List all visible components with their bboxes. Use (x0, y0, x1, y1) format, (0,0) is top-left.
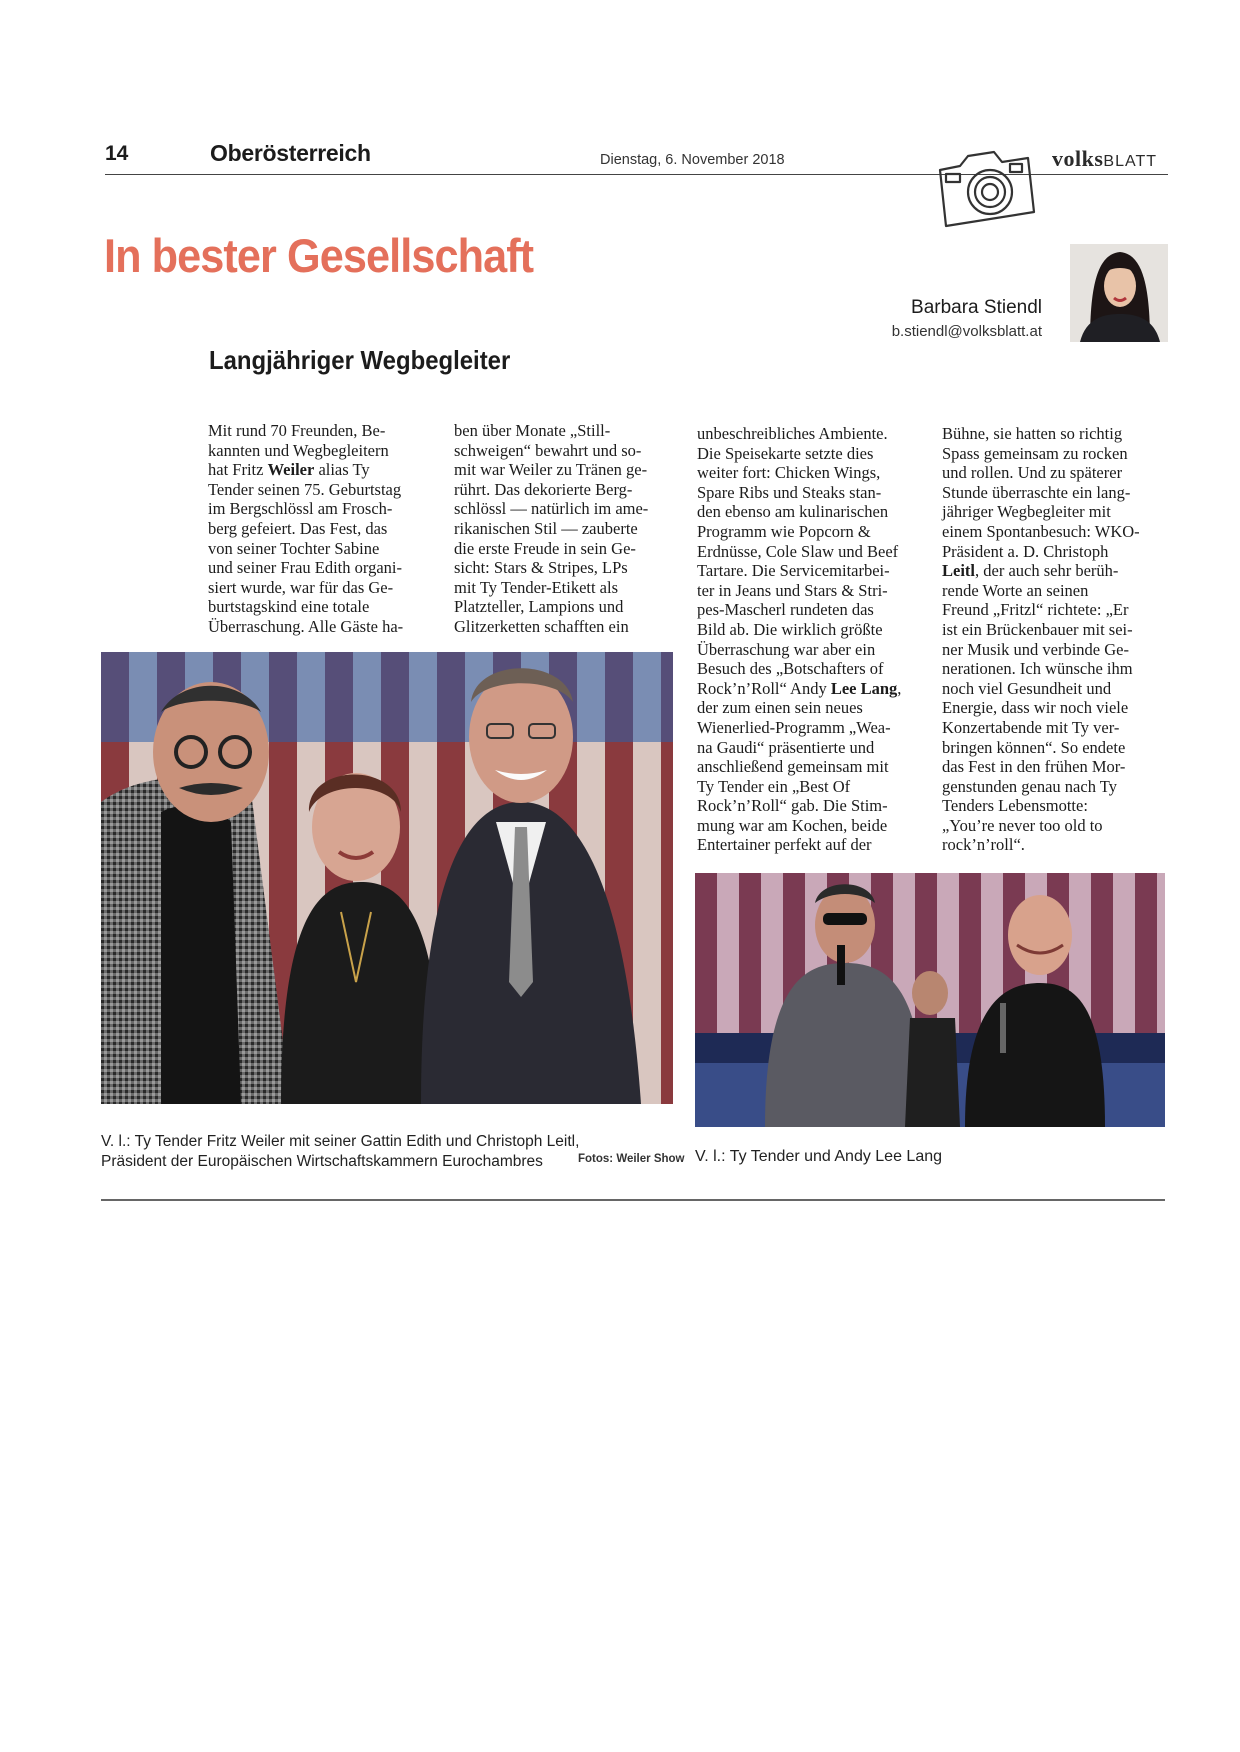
text-line: einem Spontanbesuch: WKO- (942, 521, 1140, 541)
text-line: den ebenso am kulinarischen (697, 502, 889, 522)
text-line: genstunden genau nach Ty (942, 776, 1117, 796)
photo-caption-stage: V. l.: Ty Tender und Andy Lee Lang (695, 1148, 943, 1165)
text-line: unbeschreibliches Ambiente. (697, 424, 888, 443)
text-line: Besuch des „Botschafters of (697, 659, 884, 679)
text-line: mit Ty Tender-Etikett als (454, 577, 619, 597)
text-run: , der auch sehr berüh- (975, 561, 1119, 581)
article-column-1 (208, 421, 430, 637)
text-line: jähriger Wegbegleiter mit (942, 502, 1111, 522)
issue-date: Dienstag, 6. November 2018 (600, 152, 785, 168)
photo-credit: Fotos: Weiler Show (578, 1153, 685, 1165)
text-line: Ty Tender ein „Best Of (697, 776, 851, 796)
text-line: Mit rund 70 Freunden, Be- (208, 421, 386, 440)
text-line: pes-Mascherl rundeten das (697, 600, 874, 620)
text-line: noch viel Gesundheit und (942, 678, 1112, 698)
article-column-4 (942, 424, 1166, 855)
text-run: hat Fritz (208, 460, 268, 480)
text-line: Konzertabende mit Ty ver- (942, 717, 1120, 737)
text-line: Überraschung. Alle Gäste ha- (208, 616, 404, 636)
text-line: Überraschung war aber ein (697, 639, 876, 659)
text-line: im Bergschlössl am Frosch- (208, 499, 393, 519)
text-line: ner Musik und verbinde Ge- (942, 639, 1129, 659)
text-line: Bild ab. Die wirklich größte (697, 619, 883, 639)
text-line: rock’n’roll“. (942, 835, 1025, 855)
author-photo (1070, 244, 1168, 342)
text-line: ben über Monate „Still- (454, 421, 611, 440)
page-number: 14 (105, 142, 129, 165)
text-line: na Gaudi“ präsentierte und (697, 737, 875, 757)
text-line: Programm wie Popcorn & (697, 521, 871, 541)
photo-guests (101, 652, 673, 1104)
bold-name: Leitl (942, 561, 975, 581)
author-name: Barbara Stiendl (911, 297, 1042, 318)
text-line: Freund „Fritzl“ richtete: „Er (942, 600, 1129, 620)
text-line: und rollen. Und zu späterer (942, 463, 1123, 483)
text-line: Die Speisekarte setzte dies (697, 443, 874, 463)
text-line: rende Worte an seinen (942, 580, 1089, 600)
text-line: der zum einen sein neues (697, 698, 863, 718)
text-line: ter in Jeans und Stars & Stri- (697, 580, 888, 600)
text-line: schlössl — natürlich im ame- (454, 499, 649, 519)
author-email: b.stiendl@volksblatt.at (891, 323, 1042, 340)
text-line: ist ein Brückenbauer mit sei- (942, 619, 1133, 639)
text-line: und seiner Frau Edith organi- (208, 558, 402, 578)
brand-logo (1052, 146, 1157, 172)
camera-icon (930, 148, 1042, 232)
text-line: von seiner Tochter Sabine (208, 538, 380, 558)
text-line: Tenders Lebensmotte: (942, 796, 1088, 816)
photo-caption-guests: V. l.: Ty Tender Fritz Weiler mit seiner Gattin Edith und Christoph Leitl, Präsident der Europäischen Wirtschaftskammern Eurochambres (101, 1133, 580, 1170)
text-line: rührt. Das dekorierte Berg- (454, 479, 633, 499)
text-line: Entertainer perfekt auf der (697, 835, 872, 855)
text-line: berg gefeiert. Das Fest, das (208, 518, 388, 538)
brand-logo-bold: volks (1052, 146, 1104, 171)
bottom-divider (101, 1199, 1165, 1201)
text-line: die erste Freude in sein Ge- (454, 538, 636, 558)
text-line: anschließend gemeinsam mit (697, 757, 889, 777)
text-line: Erdnüsse, Cole Slaw und Beef (697, 541, 899, 561)
article-column-2 (454, 421, 672, 637)
article-subhead: Langjähriger Wegbegleiter (209, 345, 511, 375)
text-line: Tartare. Die Servicemitarbei- (697, 561, 890, 581)
text-line: Glitzerketten schafften ein (454, 616, 629, 636)
headline: In bester Gesellschaft (104, 229, 534, 282)
photo-stage (695, 873, 1165, 1127)
text-line: schweigen“ bewahrt und so- (454, 440, 642, 460)
text-line: Spass gemeinsam zu rocken (942, 443, 1128, 463)
section-title: Oberösterreich (210, 140, 371, 166)
text-line: Stunde überraschte ein lang- (942, 482, 1131, 502)
text-line: bringen können“. So endete (942, 737, 1126, 757)
text-line: mit war Weiler zu Tränen ge- (454, 460, 648, 480)
text-run: Rock’n’Roll“ Andy (697, 678, 831, 698)
text-line: kannten und Wegbegleitern (208, 440, 389, 460)
text-line: burtstagskind eine totale (208, 597, 370, 617)
text-line: weiter fort: Chicken Wings, (697, 463, 881, 483)
text-line (942, 561, 1166, 581)
bold-name: Lee Lang (830, 678, 898, 698)
brand-logo-light: BLATT (1103, 153, 1158, 170)
text-line: Energie, dass wir noch viele (942, 698, 1129, 718)
text-line: Platzteller, Lampions und (454, 597, 624, 617)
text-line (697, 679, 925, 699)
text-line: Präsident a. D. Christoph (942, 541, 1109, 561)
text-line (208, 460, 430, 480)
text-line: Rock’n’Roll“ gab. Die Stim- (697, 796, 888, 816)
text-line: Tender seinen 75. Geburtstag (208, 479, 402, 499)
bold-name: Weiler (267, 460, 315, 480)
text-line: das Fest in den frühen Mor- (942, 757, 1126, 777)
text-line: Bühne, sie hatten so richtig (942, 424, 1123, 443)
text-line: mung war am Kochen, beide (697, 815, 888, 835)
text-line: „You’re never too old to (942, 815, 1103, 835)
text-line: nerationen. Ich wünsche ihm (942, 659, 1133, 679)
text-line: rikanischen Stil — zauberte (454, 518, 638, 538)
text-line: siert wurde, war für das Ge- (208, 577, 394, 597)
article-column-3 (697, 424, 925, 855)
text-line: Spare Ribs und Steaks stan- (697, 482, 882, 502)
text-line: sicht: Stars & Stripes, LPs (454, 558, 628, 578)
text-line: Wienerlied-Programm „Wea- (697, 717, 891, 737)
text-run: alias Ty (314, 460, 370, 480)
text-run: , (897, 678, 902, 698)
